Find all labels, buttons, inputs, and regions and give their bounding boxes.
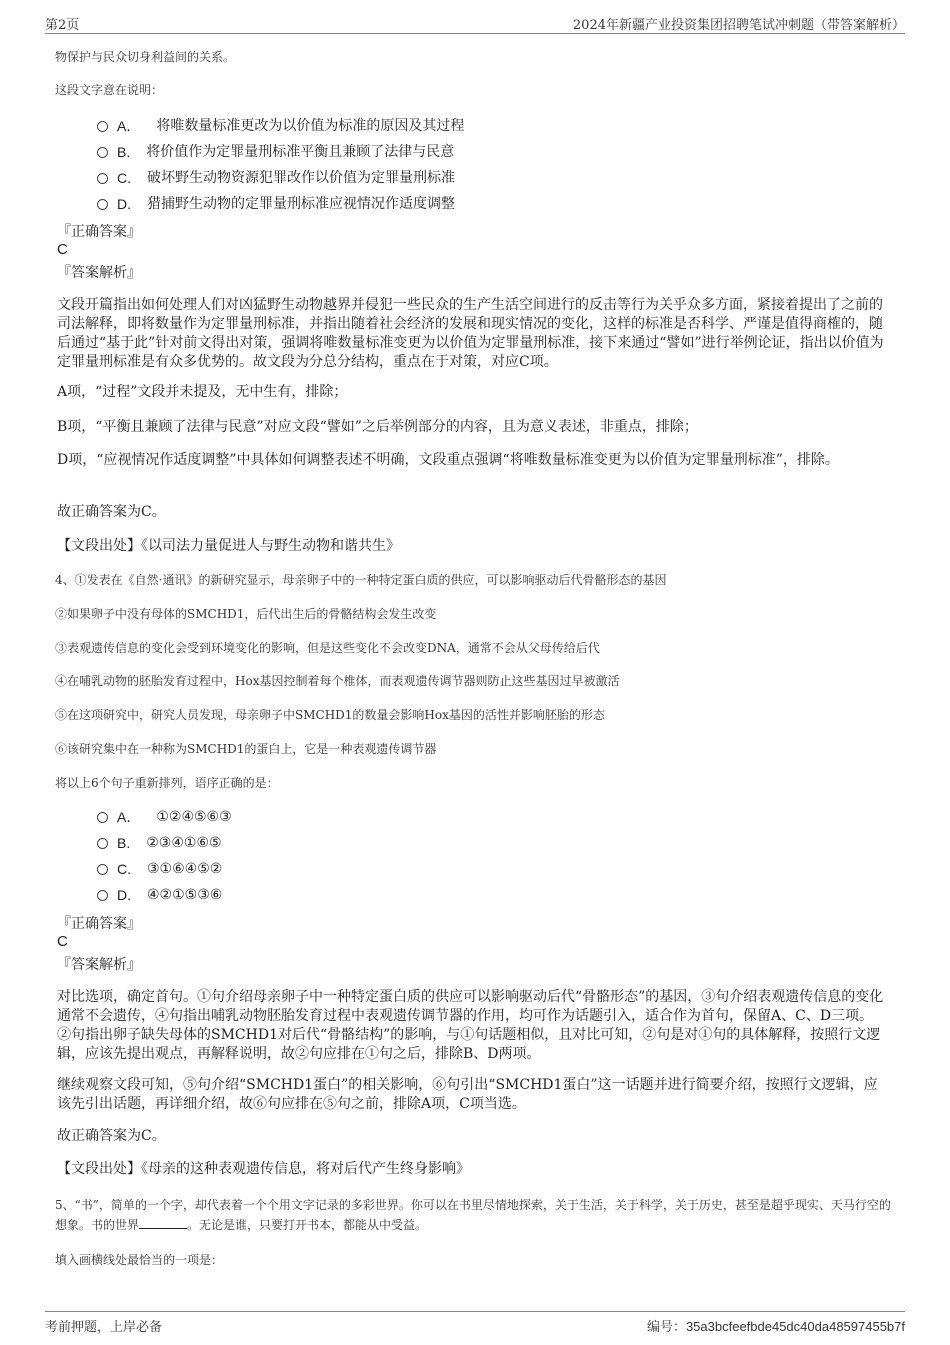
q4-answer-label: 『正确答案』 — [57, 916, 141, 932]
q4-sentence-2: ②如果卵子中没有母体的SMCHD1，后代出生后的骨骼结构会发生改变 — [55, 607, 437, 621]
page-footer — [45, 1311, 905, 1336]
q3-option-c[interactable]: C. 破坏野生动物资源犯罪改作以价值为定罪量刑标准 — [97, 165, 464, 191]
q3-source: 【文段出处】《以司法力量促进人与野生动物和谐共生》 — [57, 538, 400, 554]
q3-analysis-label: 『答案解析』 — [57, 265, 141, 281]
q3-analysis-para-2: A项，“过程”文段并未提及，无中生有，排除； — [57, 384, 348, 400]
q4-option-b[interactable]: B. ②③④①⑥⑤ — [97, 830, 232, 856]
q3-option-d[interactable]: D. 猎捕野生动物的定罪量刑标准应视情况作适度调整 — [97, 191, 464, 217]
q4-analysis-label: 『答案解析』 — [57, 957, 141, 973]
q4-option-d[interactable]: D. ④②①⑤③⑥ — [97, 882, 232, 908]
answer-blank — [139, 1215, 187, 1229]
document-title: 2024年新疆产业投资集团招聘笔试冲刺题（带答案解析） — [572, 18, 905, 33]
radio-icon[interactable] — [97, 173, 108, 184]
q4-option-a[interactable]: A． ①②④⑤⑥③ — [97, 804, 232, 830]
footer-slogan: 考前押题，上岸必备 — [45, 1320, 163, 1335]
q4-option-c[interactable]: C. ③①⑥④⑤② — [97, 856, 232, 882]
q4-source: 【文段出处】《母亲的这种表观遗传信息，将对后代产生终身影响》 — [57, 1161, 470, 1177]
q4-stem: 将以上6个句子重新排列，语序正确的是： — [55, 776, 279, 790]
q5-question: 填入画横线处最恰当的一项是： — [55, 1253, 224, 1267]
q3-option-b[interactable]: B. 将价值作为定罪量刑标准平衡且兼顾了法律与民意 — [97, 139, 464, 165]
q5-stem: 5、“书”，简单的一个字，却代表着一个个用文字记录的多彩世界。你可以在书里尽情地探索，关于生活，关于科学，关于历史，甚至是超乎现实、天马行空的想象。书的世界 。无论是谁，只要打开书本，都能从中受益。 — [55, 1198, 891, 1232]
q3-analysis-para-4: D项，“应视情况作适度调整”中具体如何调整表述不明确，文段重点强调“将唯数量标准变更为以价值为定罪量刑标准”，排除。 — [57, 452, 839, 468]
page-header — [45, 11, 905, 34]
q4-sentence-6: ⑥该研究集中在一种称为SMCHD1的蛋白上，它是一种表观遗传调节器 — [55, 742, 437, 756]
q4-answer: C — [57, 933, 68, 950]
document-code: 35a3bcfeefbde45dc40da48597455b7f — [685, 1319, 905, 1334]
q3-answer: C — [57, 241, 68, 258]
q3-intro-tail: 物保护与民众切身利益间的关系。 — [55, 50, 236, 64]
page-number: 第2页 — [45, 18, 80, 33]
q4-sentence-3: ③表观遗传信息的变化会受到环境变化的影响，但是这些变化不会改变DNA，通常不会从父母传给后代 — [55, 641, 600, 655]
q3-analysis-para-3: B项，“平衡且兼顾了法律与民意”对应文段“譬如”之后举例部分的内容，且为意义表述，非重点，排除； — [57, 419, 698, 435]
radio-icon[interactable] — [97, 199, 108, 210]
radio-icon[interactable] — [97, 812, 108, 823]
radio-icon[interactable] — [97, 890, 108, 901]
footer-id: 编号：35a3bcfeefbde45dc40da48597455b7f — [646, 1319, 905, 1335]
q4-analysis-para-3: 故正确答案为C。 — [57, 1128, 166, 1144]
radio-icon[interactable] — [97, 864, 108, 875]
q4-sentence-1: 4、①发表在《自然·通讯》的新研究显示，母亲卵子中的一种特定蛋白质的供应，可以影响驱动后代骨骼形态的基因 — [55, 573, 667, 587]
q4-analysis-para-1: 对比选项，确定首句。①句介绍母亲卵子中一种特定蛋白质的供应可以影响驱动后代“骨骼形态”的基因，③句介绍表观遗传信息的变化通常不会遗传，④句指出哺乳动物胚胎发育过程中表观遗传调节器的作用，均可作为话题引入，适合作为首句，保留A、C、D三项。②句指出卵子缺失母体的SMCHD1对后代“骨骼结构”的影响，与①句话题相似，且对比可知，②句是对①句的具体解释，按照行文逻辑，应该先提出观点，再解释说明，故②句应排在①句之后，排除B、D两项。 — [57, 989, 884, 1062]
q3-answer-label: 『正确答案』 — [57, 224, 141, 240]
radio-icon[interactable] — [97, 121, 108, 132]
radio-icon[interactable] — [97, 147, 108, 158]
radio-icon[interactable] — [97, 838, 108, 849]
q3-options — [97, 113, 464, 217]
q3-analysis-para-5: 故正确答案为C。 — [57, 504, 166, 520]
q4-sentence-5: ⑤在这项研究中，研究人员发现，母亲卵子中SMCHD1的数量会影响Hox基因的活性并影响胚胎的形态 — [55, 708, 605, 722]
q3-stem: 这段文字意在说明： — [55, 83, 164, 97]
q3-option-a[interactable]: A． 将唯数量标准更改为以价值为标准的原因及其过程 — [97, 113, 464, 139]
q4-sentence-4: ④在哺乳动物的胚胎发育过程中，Hox基因控制着每个椎体，而表观遗传调节器则防止这些基因过早被激活 — [55, 674, 620, 688]
q4-analysis-para-2: 继续观察文段可知，⑤句介绍“SMCHD1蛋白”的相关影响，⑥句引出“SMCHD1蛋白”这一话题并进行简要介绍，按照行文逻辑，应该先引出话题，再详细介绍，故⑥句应排在⑤句之前，排除A项，C项当选。 — [57, 1077, 878, 1112]
q4-options — [97, 804, 232, 908]
q3-analysis-para-1: 文段开篇指出如何处理人们对凶猛野生动物越界并侵犯一些民众的生产生活空间进行的反击等行为关乎众多方面，紧接着提出了之前的司法解释，即将数量作为定罪量刑标准，并指出随着社会经济的发展和现实情况的变化，这样的标准是否科学、严谨是值得商榷的，随后通过“基于此”针对前文得出对策，强调将唯数量标准变更为以价值为定罪量刑标准，接下来通过“譬如”进行举例论证，指出以价值为定罪量刑标准是有众多优势的。故文段为分总分结构，重点在于对策，对应C项。 — [57, 297, 884, 370]
